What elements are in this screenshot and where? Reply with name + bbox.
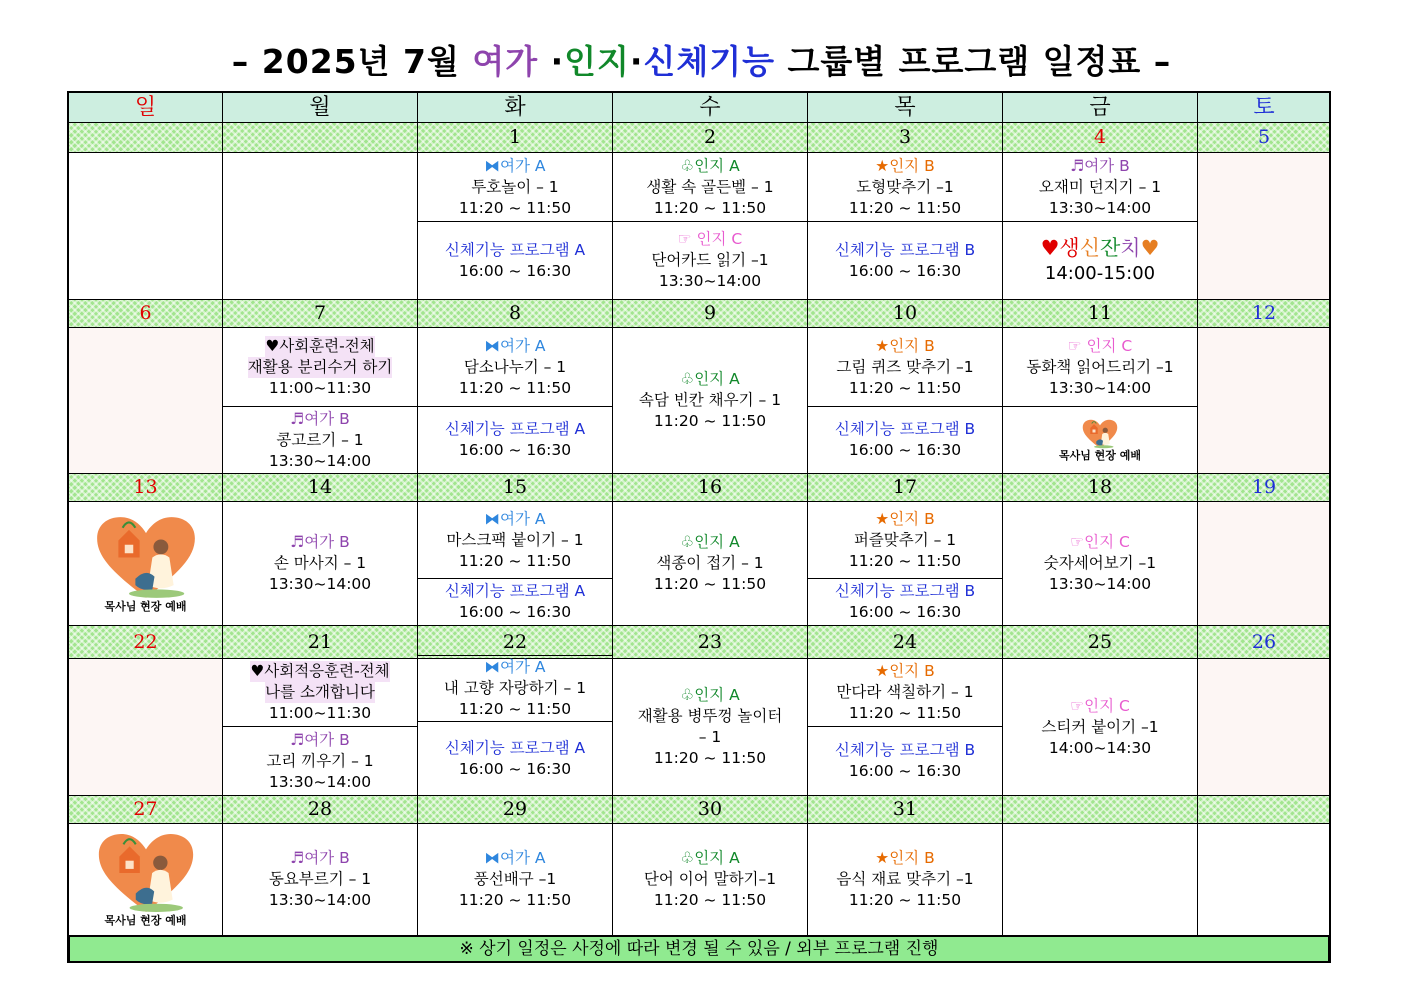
date-cell <box>222 473 418 502</box>
event-cell <box>417 823 613 936</box>
event-cell <box>807 152 1003 222</box>
weekday-label: 수 <box>699 95 721 120</box>
event-cell <box>417 655 613 722</box>
weekday-header <box>417 92 613 123</box>
footer-note: ※ 상기 일정은 사정에 따라 변경 될 수 있음 / 외부 프로그램 진행 <box>68 935 1330 963</box>
date-cell <box>1002 299 1198 328</box>
program-group: ⧓여가 A <box>484 156 546 175</box>
program-time: 16:00 ~ 16:30 <box>848 261 962 280</box>
event-cell <box>1002 501 1198 626</box>
event-cell <box>222 501 418 626</box>
date-cell <box>68 473 223 502</box>
program-title: 단어 이어 말하기–1 <box>643 870 777 888</box>
program-title: 숫자세어보기 –1 <box>1043 554 1157 572</box>
empty-cell <box>68 327 223 474</box>
event-cell <box>612 658 808 796</box>
empty-cell <box>1197 501 1331 626</box>
weekday-header <box>612 92 808 123</box>
program-group: ☞ 인지 C <box>1067 336 1133 355</box>
date-number: 15 <box>502 476 528 498</box>
event-cell <box>1002 658 1198 796</box>
program-title: 내 고향 자랑하기 – 1 <box>443 679 587 697</box>
program-group: ♧인지 A <box>680 686 740 704</box>
program-title-line2: – 1 <box>698 728 722 746</box>
date-cell <box>612 473 808 502</box>
date-number: 11 <box>1087 302 1113 324</box>
date-number: 2 <box>703 126 717 148</box>
program-time: 13:30~14:00 <box>1048 378 1152 397</box>
program-time: 16:00 ~ 16:30 <box>848 441 962 459</box>
event-cell <box>1002 327 1198 407</box>
program-title: 신체기능 프로그램 A <box>444 738 586 757</box>
program-time: 11:20 ~ 11:50 <box>848 198 962 217</box>
date-number: 14 <box>307 476 333 498</box>
date-cell <box>807 122 1003 153</box>
program-group: ☞ 인지 C <box>677 230 743 248</box>
date-number: 31 <box>892 798 918 820</box>
worship-caption: 목사님 현장 예배 <box>1058 448 1142 462</box>
program-title: 손 마사지 – 1 <box>273 554 367 572</box>
weekday-header <box>68 92 223 123</box>
program-group: ★인지 B <box>875 849 935 867</box>
program-time: 13:30~14:00 <box>1048 198 1152 217</box>
empty-cell <box>1197 327 1331 474</box>
date-cell <box>612 625 808 659</box>
date-cell <box>222 795 418 824</box>
date-cell <box>807 795 1003 824</box>
event-cell <box>807 406 1003 474</box>
program-title: 퍼즐맞추기 – 1 <box>853 530 957 549</box>
program-time: 11:20 ~ 11:50 <box>458 551 572 570</box>
date-cell <box>807 625 1003 659</box>
weekday-label: 토 <box>1253 95 1275 120</box>
program-time: 11:20 ~ 11:50 <box>458 378 572 397</box>
program-time: 11:20 ~ 11:50 <box>848 891 962 909</box>
program-time: 11:20 ~ 11:50 <box>653 575 767 593</box>
date-number: 1 <box>508 126 522 148</box>
program-time: 11:20 ~ 11:50 <box>848 378 962 397</box>
date-number: 10 <box>892 302 918 324</box>
program-title: 동요부르기 – 1 <box>268 870 372 888</box>
program-time: 13:30~14:00 <box>268 891 372 909</box>
weekday-label: 일 <box>134 95 157 120</box>
weekday-header <box>1002 92 1198 123</box>
program-title: 신체기능 프로그램 B <box>834 741 976 759</box>
program-time: 11:20 ~ 11:50 <box>458 891 572 909</box>
program-group: ⧓여가 A <box>484 849 546 867</box>
program-title-line2: 나를 소개합니다 <box>265 683 375 701</box>
program-title: 색종이 접기 – 1 <box>656 554 764 572</box>
program-group: ♬여가 B <box>290 533 350 551</box>
date-number: 17 <box>892 476 918 498</box>
program-group: ★인지 B <box>875 156 935 175</box>
date-cell <box>612 299 808 328</box>
program-group: ♧인지 A <box>680 156 740 175</box>
program-group: ⧓여가 A <box>484 658 546 676</box>
worship-cell <box>68 823 223 936</box>
program-group: ★인지 B <box>875 336 935 355</box>
event-cell <box>612 152 808 222</box>
date-number: 21 <box>307 630 333 653</box>
program-time: 11:20 ~ 11:50 <box>848 704 962 722</box>
date-cell <box>417 122 613 153</box>
event-cell <box>807 658 1003 727</box>
program-title: 동화책 읽어드리기 –1 <box>1026 357 1174 376</box>
empty-cell <box>1197 823 1331 936</box>
date-number: 29 <box>502 798 528 820</box>
date-number: 9 <box>703 302 717 324</box>
weekday-label: 월 <box>309 95 331 120</box>
program-title-line2: 재활용 분리수거 하기 <box>247 357 393 376</box>
date-cell <box>612 795 808 824</box>
date-number: 4 <box>1093 126 1107 148</box>
event-cell <box>807 578 1003 626</box>
program-group: ☞인지 C <box>1070 696 1130 715</box>
program-title: 신체기능 프로그램 B <box>834 240 976 259</box>
date-number: 24 <box>892 630 918 653</box>
date-number: 27 <box>133 798 158 820</box>
date-cell <box>1197 473 1331 502</box>
date-number: 18 <box>1087 476 1113 498</box>
date-cell <box>1197 795 1331 824</box>
worship-cell <box>68 501 223 626</box>
program-title: 신체기능 프로그램 A <box>444 240 586 259</box>
program-title: 도형맞추기 –1 <box>856 177 954 196</box>
program-group: ☞인지 C <box>1070 533 1130 551</box>
event-cell <box>807 221 1003 300</box>
program-group: ♬여가 B <box>290 409 350 428</box>
program-group: ⧓여가 A <box>484 509 546 528</box>
program-title: 신체기능 프로그램 A <box>444 420 586 438</box>
worship-caption: 목사님 현장 예배 <box>104 599 187 613</box>
event-cell <box>612 221 808 300</box>
date-cell <box>417 473 613 502</box>
worship-caption: 목사님 현장 예배 <box>104 914 187 927</box>
program-group: ⧓여가 A <box>484 336 546 355</box>
empty-cell <box>68 658 223 796</box>
date-cell <box>1002 122 1198 153</box>
page-title: – 2025년 7월 여가 ·인지·신체기능 그룹별 프로그램 일정표 – <box>231 42 1172 81</box>
event-cell <box>417 327 613 407</box>
program-group: ★인지 B <box>875 509 935 528</box>
heart-worship-icon <box>91 832 201 914</box>
weekday-label: 화 <box>504 95 526 120</box>
event-cell <box>222 658 418 727</box>
heart-worship-icon <box>91 515 201 600</box>
event-cell <box>417 152 613 222</box>
date-number: 22 <box>502 630 528 653</box>
program-group: ♧인지 A <box>680 533 740 551</box>
date-cell <box>1197 625 1331 659</box>
date-cell <box>222 122 418 153</box>
program-time: 13:30~14:00 <box>268 451 372 470</box>
program-title: 그림 퀴즈 맞추기 –1 <box>836 357 974 376</box>
date-cell <box>417 299 613 328</box>
date-number: 12 <box>1251 302 1277 324</box>
event-cell <box>807 327 1003 407</box>
program-time: 11:20 ~ 11:50 <box>653 412 767 430</box>
program-time: 16:00 ~ 16:30 <box>848 603 962 621</box>
event-cell <box>417 721 613 796</box>
program-time: 16:00 ~ 16:30 <box>458 441 572 459</box>
empty-cell <box>222 152 418 300</box>
worship-image <box>91 515 201 613</box>
event-cell <box>222 327 418 407</box>
program-title: ♥사회적응훈련-전체 <box>250 662 390 680</box>
program-time: 16:00 ~ 16:30 <box>458 759 572 778</box>
program-time: 11:20 ~ 11:50 <box>458 198 572 217</box>
date-cell <box>68 625 223 659</box>
program-title: 고리 끼우기 – 1 <box>266 751 374 770</box>
date-cell <box>1197 299 1331 328</box>
birthday-party-title: ♥생신잔치♥ <box>1040 235 1160 260</box>
date-number: 23 <box>697 630 723 653</box>
date-number: 6 <box>139 302 152 324</box>
program-group: ♧인지 A <box>680 370 740 388</box>
date-number: 13 <box>133 476 158 498</box>
empty-cell <box>68 152 223 300</box>
empty-cell <box>1002 823 1198 936</box>
event-cell <box>222 726 418 796</box>
empty-cell <box>1197 658 1331 796</box>
program-time: 13:30~14:00 <box>658 272 762 290</box>
program-time: 11:00~11:30 <box>268 704 372 722</box>
program-group: ♬여가 B <box>290 730 350 749</box>
program-group: ♧인지 A <box>680 849 740 867</box>
date-cell <box>807 299 1003 328</box>
date-number: 22 <box>133 630 158 653</box>
program-time: 11:20 ~ 11:50 <box>653 891 767 909</box>
program-time: 16:00 ~ 16:30 <box>458 603 572 621</box>
weekday-header <box>807 92 1003 123</box>
date-number: 28 <box>307 798 333 820</box>
program-title: 재활용 병뚜껑 놀이터 <box>637 707 783 725</box>
date-number: 19 <box>1251 476 1277 498</box>
program-time: 11:20 ~ 11:50 <box>653 198 767 217</box>
event-cell <box>807 823 1003 936</box>
event-cell <box>612 327 808 474</box>
program-title: ♥사회훈련-전체 <box>265 336 375 355</box>
weekday-label: 금 <box>1089 95 1111 120</box>
date-number: 8 <box>508 302 522 324</box>
event-cell <box>417 501 613 579</box>
program-time: 11:20 ~ 11:50 <box>653 749 767 767</box>
program-group: ♬여가 B <box>1070 156 1130 175</box>
date-cell <box>68 795 223 824</box>
program-title: 속담 빈칸 채우기 – 1 <box>638 391 782 409</box>
event-cell <box>807 726 1003 796</box>
date-number: 30 <box>697 798 723 820</box>
date-number: 26 <box>1251 630 1277 653</box>
program-title: 오재미 던지기 – 1 <box>1038 177 1162 196</box>
worship-image <box>1045 419 1155 462</box>
program-title: 신체기능 프로그램 B <box>834 420 976 438</box>
program-title: 단어카드 읽기 –1 <box>651 251 769 269</box>
date-cell <box>1002 625 1198 659</box>
date-cell <box>222 625 418 659</box>
date-number: 16 <box>697 476 723 498</box>
program-time: 16:00 ~ 16:30 <box>848 762 962 780</box>
program-group: ♬여가 B <box>290 849 350 867</box>
program-title: 담소나누기 – 1 <box>463 357 567 376</box>
event-cell <box>612 501 808 626</box>
event-cell <box>222 823 418 936</box>
date-number: 25 <box>1087 630 1113 653</box>
program-time: 14:00-15:00 <box>1044 262 1156 284</box>
date-cell <box>417 795 613 824</box>
program-time: 13:30~14:00 <box>268 575 372 593</box>
program-title: 콩고르기 – 1 <box>276 430 364 449</box>
date-cell <box>807 473 1003 502</box>
worship-image <box>91 832 201 927</box>
date-cell <box>222 299 418 328</box>
program-time: 13:30~14:00 <box>1048 575 1152 593</box>
worship-cell <box>1002 406 1198 474</box>
date-number: 5 <box>1257 126 1271 148</box>
program-time: 14:00~14:30 <box>1048 738 1152 757</box>
program-time: 13:30~14:00 <box>268 772 372 791</box>
program-title: 풍선배구 –1 <box>473 870 557 888</box>
program-time: 11:20 ~ 11:50 <box>458 700 572 718</box>
weekday-label: 목 <box>894 95 916 120</box>
weekday-header <box>1197 92 1331 123</box>
program-title: 음식 재료 맞추기 –1 <box>836 870 974 888</box>
date-number: 3 <box>898 126 912 148</box>
event-cell <box>417 221 613 300</box>
program-time: 16:00 ~ 16:30 <box>458 261 572 280</box>
program-title: 신체기능 프로그램 A <box>444 582 586 600</box>
program-title: 생활 속 골든벨 – 1 <box>646 177 774 196</box>
date-cell <box>68 299 223 328</box>
weekday-header <box>222 92 418 123</box>
birthday-party-cell <box>1002 221 1198 300</box>
date-cell <box>1002 795 1198 824</box>
program-title: 투호놀이 – 1 <box>471 177 559 196</box>
event-cell <box>1002 152 1198 222</box>
date-cell <box>1002 473 1198 502</box>
event-cell <box>807 501 1003 579</box>
program-title: 만다라 색칠하기 – 1 <box>836 683 974 701</box>
empty-cell <box>1197 152 1331 300</box>
date-number: 7 <box>313 302 327 324</box>
heart-worship-icon <box>1045 419 1155 449</box>
program-title: 신체기능 프로그램 B <box>834 582 976 600</box>
program-group: ★인지 B <box>875 662 935 680</box>
program-time: 11:20 ~ 11:50 <box>848 551 962 570</box>
event-cell <box>222 406 418 474</box>
date-cell <box>68 122 223 153</box>
event-cell <box>612 823 808 936</box>
program-title: 마스크팩 붙이기 – 1 <box>446 530 584 549</box>
program-title: 스티커 붙이기 –1 <box>1041 717 1159 736</box>
date-cell <box>1197 122 1331 153</box>
date-cell <box>417 625 613 659</box>
date-cell <box>612 122 808 153</box>
program-time: 11:00~11:30 <box>268 378 372 397</box>
event-cell <box>417 578 613 626</box>
event-cell <box>417 406 613 474</box>
